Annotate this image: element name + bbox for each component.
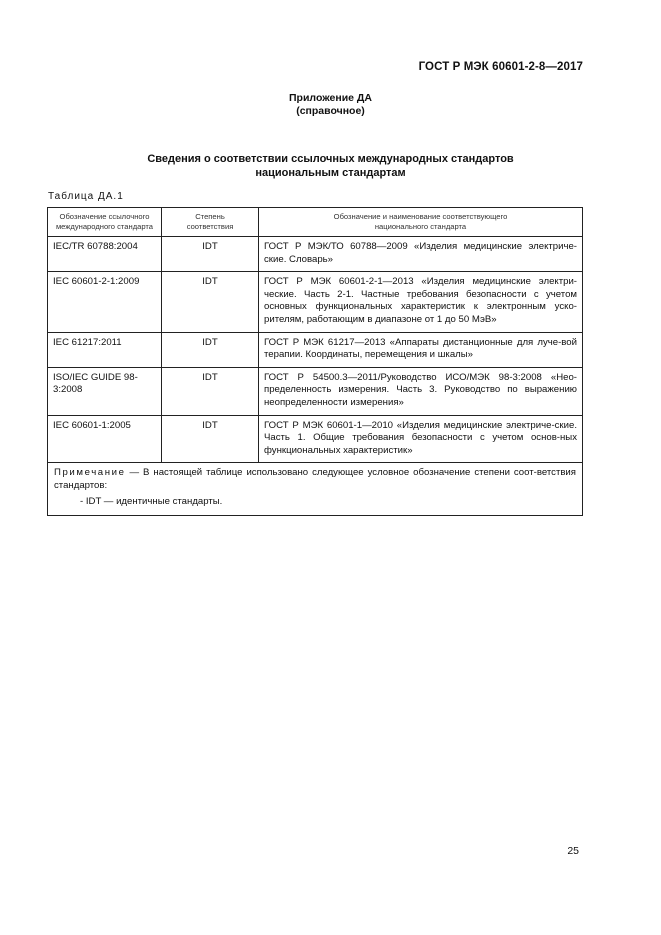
table-row bbox=[48, 272, 583, 332]
header-degree: Степень соответствия bbox=[162, 208, 259, 237]
ref-cell: IEC 60601-2-1:2009 bbox=[48, 272, 162, 332]
page-number: 25 bbox=[567, 845, 579, 857]
national-cell: ГОСТ Р МЭК 61217—2013 «Аппараты дистанционные для луче-вой терапии. Координаты, перемещения и шкалы» bbox=[259, 332, 583, 367]
document-code: ГОСТ Р МЭК 60601-2-8—2017 bbox=[418, 61, 583, 73]
degree-cell: IDT bbox=[162, 332, 259, 367]
table-note bbox=[48, 463, 583, 516]
note-text bbox=[54, 467, 576, 492]
ref-cell: IEC/TR 60788:2004 bbox=[48, 237, 162, 272]
degree-cell: IDT bbox=[162, 367, 259, 415]
standards-table bbox=[47, 207, 583, 516]
ref-cell: ISO/IEC GUIDE 98-3:2008 bbox=[48, 367, 162, 415]
annex-subtitle: (справочное) bbox=[296, 105, 365, 117]
degree-cell: IDT bbox=[162, 237, 259, 272]
header-reference-standard: Обозначение ссылочного международного стандарта bbox=[48, 208, 162, 237]
section-title bbox=[0, 153, 661, 180]
note-item: - IDT — идентичные стандарты. bbox=[80, 495, 223, 507]
degree-cell: IDT bbox=[162, 272, 259, 332]
note-body: — В настоящей таблице использовано следующее условное обозначение степени соот-ветствия стандартов: bbox=[54, 467, 576, 491]
ref-cell: IEC 61217:2011 bbox=[48, 332, 162, 367]
degree-cell: IDT bbox=[162, 415, 259, 463]
ref-cell: IEC 60601-1:2005 bbox=[48, 415, 162, 463]
national-cell: ГОСТ Р 54500.3—2011/Руководство ИСО/МЭК 98-3:2008 «Нео-пределенность измерения. Часть 3. Руководство по выражению неопределенности измерения» bbox=[259, 367, 583, 415]
national-cell: ГОСТ Р МЭК 60601-2-1—2013 «Изделия медицинские электри-ческие. Часть 2-1. Частные требования безопасности с учетом основных функциональных характеристик к электронным уско-рителям, работающим в диапазоне от 1 до 50 МэВ» bbox=[259, 272, 583, 332]
header-national-standard: Обозначение и наименование соответствующего национального стандарта bbox=[259, 208, 583, 237]
table-caption: Таблица ДА.1 bbox=[48, 191, 124, 202]
section-title-line2: национальным стандартам bbox=[255, 166, 406, 179]
note-label: Примечание bbox=[54, 467, 126, 479]
table-note-row bbox=[48, 463, 583, 516]
table-row bbox=[48, 415, 583, 463]
national-cell: ГОСТ Р МЭК 60601-1—2010 «Изделия медицинские электриче-ские. Часть 1. Общие требования безопасности с учетом основ-ных функциональных характеристик» bbox=[259, 415, 583, 463]
table-row bbox=[48, 367, 583, 415]
section-title-line1: Сведения о соответствии ссылочных международных стандартов bbox=[147, 153, 514, 165]
table-row bbox=[48, 332, 583, 367]
annex-heading bbox=[0, 92, 661, 118]
national-cell: ГОСТ Р МЭК/ТО 60788—2009 «Изделия медицинские электриче-ские. Словарь» bbox=[259, 237, 583, 272]
annex-title: Приложение ДА bbox=[289, 92, 372, 104]
table-header-row bbox=[48, 208, 583, 237]
table-row bbox=[48, 237, 583, 272]
